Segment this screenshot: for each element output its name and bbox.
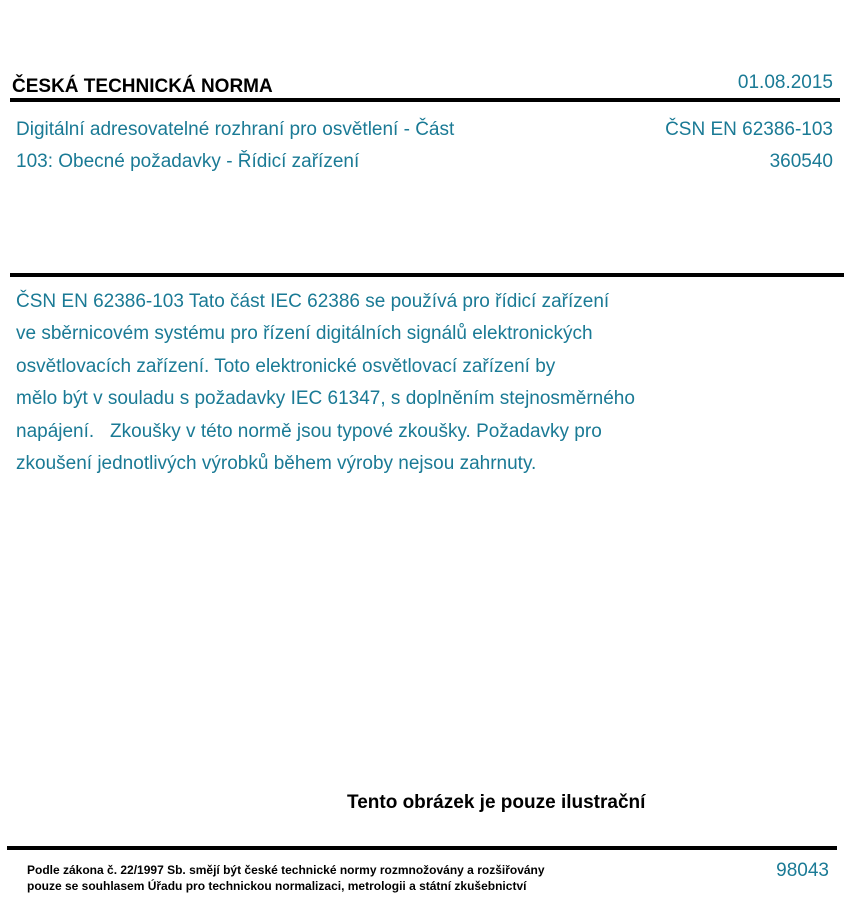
abstract-line: osvětlovacích zařízení. Toto elektronické osvětlovací zařízení by bbox=[16, 355, 556, 377]
standard-header-title: ČESKÁ TECHNICKÁ NORMA bbox=[12, 76, 273, 97]
abstract-text bbox=[16, 286, 776, 480]
document-identifiers bbox=[665, 114, 833, 178]
abstract-line: ve sběrnicovém systému pro řízení digitálních signálů elektronických bbox=[16, 323, 593, 345]
document-title-line: 103: Obecné požadavky - Řídicí zařízení bbox=[16, 151, 360, 172]
document-title-line: Digitální adresovatelné rozhraní pro osvětlení - Část bbox=[16, 119, 455, 140]
legal-notice bbox=[27, 862, 545, 894]
abstract-line: zkoušení jednotlivých výrobků během výroby nejsou zahrnuty. bbox=[16, 453, 537, 475]
legal-notice-line: pouze se souhlasem Úřadu pro technickou normalizaci, metrologii a státní zkušebnictví bbox=[27, 879, 527, 893]
abstract-line: ČSN EN 62386-103 Tato část IEC 62386 se používá pro řídicí zařízení bbox=[16, 291, 610, 312]
footer-number: 98043 bbox=[776, 860, 829, 881]
middle-divider bbox=[10, 273, 844, 277]
abstract-line: napájení. Zkoušky v této normě jsou typové zkoušky. Požadavky pro bbox=[16, 420, 602, 442]
class-number: 360540 bbox=[769, 151, 833, 172]
illustration-note: Tento obrázek je pouze ilustrační bbox=[347, 792, 646, 813]
abstract-line: mělo být v souladu s požadavky IEC 61347, s doplněním stejnosměrného bbox=[16, 388, 635, 410]
bottom-divider bbox=[7, 846, 837, 850]
standard-code: ČSN EN 62386-103 bbox=[665, 119, 833, 140]
top-divider bbox=[10, 98, 840, 102]
legal-notice-line: Podle zákona č. 22/1997 Sb. smějí být české technické normy rozmnožovány a rozšiřovány bbox=[27, 863, 545, 877]
document-title bbox=[16, 114, 546, 178]
publication-date: 01.08.2015 bbox=[737, 72, 833, 93]
